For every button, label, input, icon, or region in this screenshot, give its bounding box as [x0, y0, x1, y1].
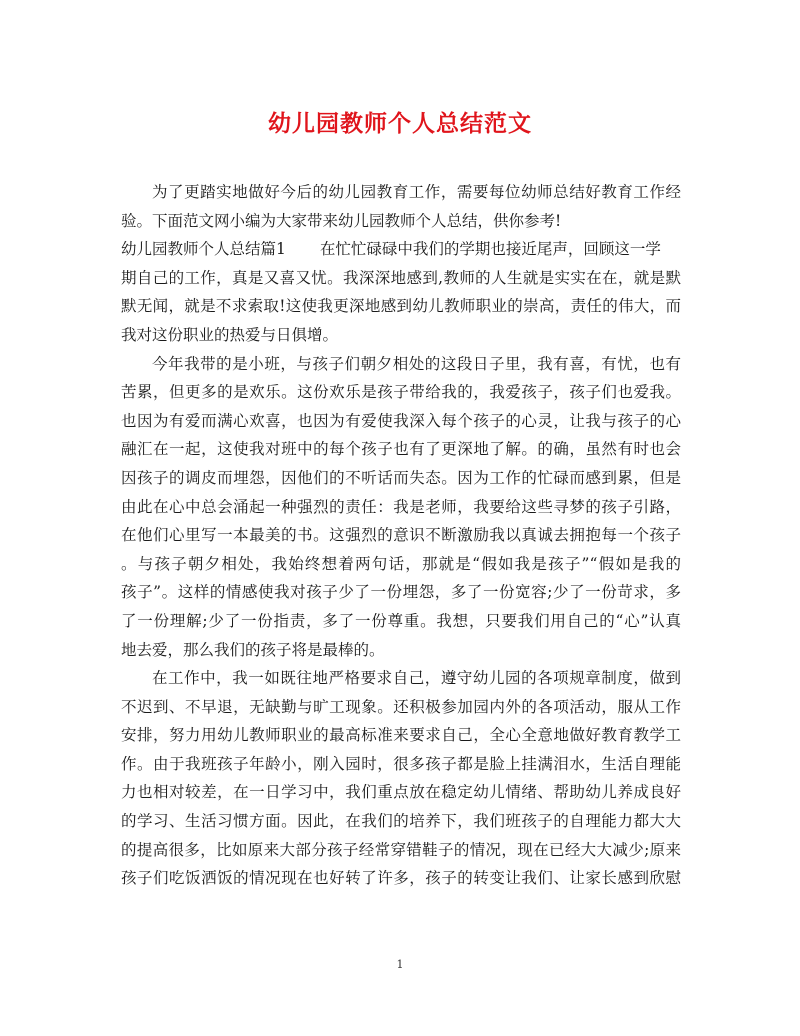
line-text: 力也相对较差，在一日学习中，我们重点放在稳定幼儿情绪、帮助幼儿养成良好 — [121, 783, 681, 802]
text-line — [121, 321, 681, 350]
line-text: 在他们心里写一本最美的书。这强烈的意识不断激励我以真诚去拥抱每一个孩子 — [121, 526, 681, 545]
text-line — [121, 435, 681, 464]
text-line — [121, 636, 681, 665]
document-body — [121, 178, 681, 893]
text-line — [121, 578, 681, 607]
text-line — [121, 207, 681, 236]
text-line — [121, 350, 681, 379]
section-heading: 幼儿园教师个人总结篇1 — [121, 240, 286, 259]
page-number: 1 — [396, 958, 404, 971]
line-text: 也因为有爱而满心欢喜，也因为有爱使我深入每个孩子的心灵，让我与孩子的心 — [121, 411, 681, 430]
text-line — [121, 721, 681, 750]
text-line — [121, 292, 681, 321]
text-line — [121, 378, 681, 407]
line-text: 。与孩子朝夕相处，我始终想着两句话，那就是“假如我是孩子”“假如是我的 — [121, 554, 681, 573]
line-text: 安排，努力用幼儿教师职业的最高标准来要求自己，全心全意地做好教育教学工 — [121, 726, 681, 745]
document-title: 幼儿园教师个人总结范文 — [268, 110, 532, 137]
text-line — [121, 836, 681, 865]
text-line — [121, 607, 681, 636]
text-line — [121, 693, 681, 722]
text-line — [121, 750, 681, 779]
text-line — [121, 264, 681, 293]
line-text: 苦累，但更多的是欢乐。这份欢乐是孩子带给我的，我爱孩子，孩子们也爱我。 — [121, 383, 681, 402]
text-line — [121, 178, 681, 207]
text-line — [121, 521, 681, 550]
line-text: 由此在心中总会涌起一种强烈的责任：我是老师，我要给这些寻梦的孩子引路， — [121, 497, 681, 516]
line-text: 期自己的工作，真是又喜又忧。我深深地感到,教师的人生就是实实在在，就是默 — [121, 268, 681, 287]
line-text: 地去爱，那么我们的孩子将是最棒的。 — [121, 640, 385, 659]
line-text: 我对这份职业的热爱与日俱增。 — [121, 325, 339, 344]
text-line — [121, 493, 681, 522]
text-line — [121, 664, 681, 693]
text-line — [121, 778, 681, 807]
text-line — [121, 807, 681, 836]
text-line — [121, 550, 681, 579]
text-line — [121, 235, 681, 264]
line-text: 在工作中，我一如既往地严格要求自己，遵守幼儿园的各项规章制度，做到 — [152, 669, 681, 688]
line-text: 融汇在一起，这使我对班中的每个孩子也有了更深地了解。的确，虽然有时也会 — [121, 440, 681, 459]
line-text: 不迟到、不早退，无缺勤与旷工现象。还积极参加园内外的各项活动，服从工作 — [121, 697, 681, 716]
line-text: 孩子”。这样的情感使我对孩子少了一份埋怨，多了一份宽容;少了一份苛求，多 — [121, 583, 681, 602]
line-text: 的提高很多，比如原来大部分孩子经常穿错鞋子的情况，现在已经大大减少;原来 — [121, 840, 681, 859]
line-text: 默无闻，就是不求索取!这使我更深地感到幼儿教师职业的崇高，责任的伟大，而 — [121, 297, 681, 316]
line-text: 为了更踏实地做好今后的幼儿园教育工作，需要每位幼师总结好教育工作经 — [152, 183, 681, 201]
line-text: 了一份理解;少了一份指责，多了一份尊重。我想，只要我们用自己的“心”认真 — [121, 611, 681, 630]
text-line — [121, 464, 681, 493]
text-line — [121, 407, 681, 436]
line-text: 的学习、生活习惯方面。因此，在我们的培养下，我们班孩子的自理能力都大大 — [121, 812, 681, 831]
line-text: 因孩子的调皮而埋怨，因他们的不听话而失态。因为工作的忙碌而感到累，但是 — [121, 468, 681, 487]
line-text: 今年我带的是小班，与孩子们朝夕相处的这段日子里，我有喜，有忧，也有 — [152, 354, 681, 373]
line-text: 验。下面范文网小编为大家带来幼儿园教师个人总结，供你参考! — [121, 211, 562, 230]
line-text: 孩子们吃饭洒饭的情况现在也好转了许多，孩子的转变让我们、让家长感到欣慰 — [121, 869, 681, 888]
line-text: 作。由于我班孩子年龄小，刚入园时，很多孩子都是脸上挂满泪水，生活自理能 — [121, 754, 681, 773]
text-line — [121, 864, 681, 893]
line-text: 在忙忙碌碌中我们的学期也接近尾声，回顾这一学 — [319, 240, 661, 259]
